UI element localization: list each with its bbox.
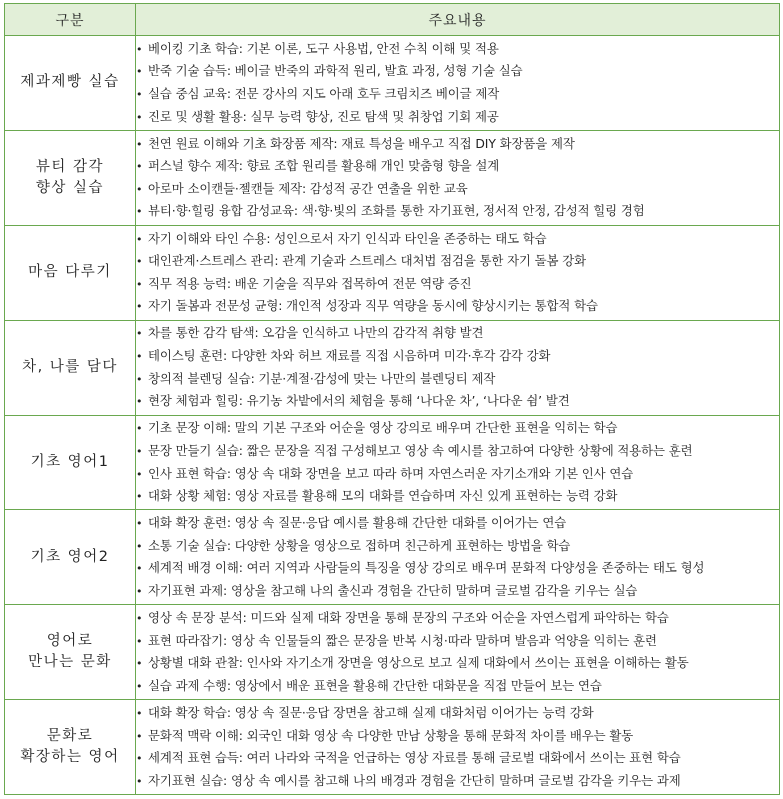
bullet-icon: • [136,395,143,409]
bullet-icon: • [136,65,143,79]
list-item-text: 반죽 기술 습득: 베이글 반죽의 과학적 원리, 발효 과정, 성형 기술 실습 [148,63,523,79]
list-item-text: 문장 만들기 실습: 짧은 문장을 직접 구성해보고 영상 속 예시를 참고하여 다양한 상황에 적용하는 훈련 [148,442,693,458]
list-item [136,770,779,793]
category-cell: 차, 나를 담다 [5,320,136,415]
table-row [5,320,780,415]
list-item [136,273,779,296]
list-item-text: 영상 속 문장 분석: 미드와 실제 대화 장면을 통해 문장의 구조와 어순을 자연스럽게 파악하는 학습 [148,610,669,626]
bullet-icon: • [136,110,143,124]
list-item-text: 기초 문장 이해: 말의 기본 구조와 어순을 영상 강의로 배우며 간단한 표현을 익히는 학습 [148,420,618,436]
list-item-text: 소통 기술 실습: 다양한 상황을 영상으로 접하며 친근하게 표현하는 방법을 학습 [148,537,571,553]
list-item-text: 퍼스널 향수 제작: 향료 조합 원리를 활용해 개인 맞춤형 향을 설계 [148,158,500,174]
list-item [136,200,779,223]
list-item [136,133,779,156]
bullet-icon: • [136,87,143,101]
table-row [5,510,780,605]
list-item-text: 창의적 블렌딩 실습: 기분·계절·감성에 맞는 나만의 블렌딩티 제작 [148,370,496,386]
list-item [136,725,779,748]
list-item [136,155,779,178]
category-cell: 뷰티 감각 향상 실습 [5,130,136,225]
category-cell: 기초 영어1 [5,415,136,510]
bullet-icon: • [136,562,143,576]
list-item [136,345,779,368]
category-cell: 기초 영어2 [5,510,136,605]
list-item-text: 대인관계·스트레스 관리: 관계 기술과 스트레스 대처법 점검을 통한 자기 돌봄 강화 [148,253,586,269]
bullet-icon: • [136,277,143,291]
content-cell [136,36,780,131]
bullet-icon: • [136,327,143,341]
list-item-text: 인사 표현 학습: 영상 속 대화 장면을 보고 따라 하며 자연스러운 자기소개와 기본 인사 연습 [148,465,634,481]
bullet-icon: • [136,612,143,626]
curriculum-table [4,3,780,795]
bullet-icon: • [136,300,143,314]
bullet-icon: • [136,350,143,364]
list-item [136,675,779,698]
bullet-icon: • [136,634,143,648]
category-cell: 마음 다루기 [5,225,136,320]
bullet-icon: • [136,490,143,504]
list-item-text: 자기표현 과제: 영상을 참고해 나의 출신과 경험을 간단히 말하며 글로벌 감각을 키우는 실습 [148,582,638,598]
list-item-text: 대화 확장 훈련: 영상 속 질문·응답 예시를 활용해 간단한 대화를 이어가는 연습 [148,515,567,531]
content-cell [136,415,780,510]
list-item-text: 현장 체험과 힐링: 유기농 차밭에서의 체험을 통해 ‘나다운 차’, ‘나다운 쉼’ 발견 [148,393,570,409]
bullet-icon: • [136,539,143,553]
content-cell [136,700,780,795]
category-cell: 제과제빵 실습 [5,36,136,131]
table-row [5,130,780,225]
list-item-text: 세계적 표현 습득: 여러 나라와 국적을 언급하는 영상 자료를 통해 글로벌 대화에서 쓰이는 표현 학습 [148,750,681,766]
bullet-icon: • [136,774,143,788]
list-item [136,368,779,391]
list-item [136,322,779,345]
content-cell [136,225,780,320]
category-cell: 영어로 만나는 문화 [5,605,136,700]
list-item-text: 세계적 배경 이해: 여러 지역과 사람들의 특징을 영상 강의로 배우며 문화적 다양성을 존중하는 태도 형성 [148,560,705,576]
bullet-icon: • [136,467,143,481]
list-item [136,440,779,463]
bullet-icon: • [136,584,143,598]
list-item [136,485,779,508]
bullet-icon: • [136,137,143,151]
content-list [136,228,779,318]
list-item-text: 아로마 소이캔들·젤캔들 제작: 감성적 공간 연출을 위한 교육 [148,180,468,196]
list-item [136,295,779,318]
list-item [136,250,779,273]
header-content: 주요내용 [136,4,780,36]
bullet-icon: • [136,752,143,766]
table-row [5,700,780,795]
list-item [136,652,779,675]
list-item [136,106,779,129]
content-list [136,702,779,792]
content-list [136,322,779,412]
bullet-icon: • [136,706,143,720]
list-item-text: 테이스팅 훈련: 다양한 차와 허브 재료를 직접 시음하며 미각·후각 감각 강화 [148,348,551,364]
list-item-text: 진로 및 생활 활용: 실무 능력 향상, 진로 탐색 및 취창업 기회 제공 [148,108,499,124]
list-item-text: 실습 과제 수행: 영상에서 배운 표현을 활용해 간단한 대화문을 직접 만들어 보는 연습 [148,677,602,693]
list-item [136,607,779,630]
content-list [136,512,779,602]
header-category: 구분 [5,4,136,36]
bullet-icon: • [136,729,143,743]
bullet-icon: • [136,255,143,269]
list-item [136,228,779,251]
table-row [5,36,780,131]
bullet-icon: • [136,372,143,386]
list-item [136,512,779,535]
bullet-icon: • [136,42,143,56]
list-item [136,178,779,201]
list-item-text: 대화 확장 학습: 영상 속 질문·응답 장면을 참고해 실제 대화처럼 이어가는 능력 강화 [148,704,594,720]
list-item [136,38,779,61]
content-list [136,417,779,507]
list-item [136,417,779,440]
list-item-text: 뷰티·향·힐링 융합 감성교육: 색·향·빛의 조화를 통한 자기표현, 정서적 안정, 감성적 힐링 경험 [148,203,645,219]
list-item [136,60,779,83]
list-item-text: 실습 중심 교육: 전문 강사의 지도 아래 호두 크림치즈 베이글 제작 [148,85,500,101]
list-item-text: 표현 따라잡기: 영상 속 인물들의 짧은 문장을 반복 시청·따라 말하며 발음과 억양을 익히는 훈련 [148,632,657,648]
bullet-icon: • [136,679,143,693]
list-item [136,390,779,413]
bullet-icon: • [136,422,143,436]
table-row [5,225,780,320]
list-item [136,580,779,603]
list-item [136,83,779,106]
content-cell [136,320,780,415]
list-item-text: 문화적 맥락 이해: 외국인 대화 영상 속 다양한 만남 상황을 통해 문화적 차이를 배우는 활동 [148,727,634,743]
list-item [136,557,779,580]
content-cell [136,605,780,700]
list-item [136,702,779,725]
category-cell: 문화로 확장하는 영어 [5,700,136,795]
list-item-text: 직무 적용 능력: 배운 기술을 직무와 접목하여 전문 역량 증진 [148,275,472,291]
list-item [136,535,779,558]
content-list [136,38,779,128]
bullet-icon: • [136,444,143,458]
content-cell [136,130,780,225]
bullet-icon: • [136,232,143,246]
table-row [5,605,780,700]
content-list [136,607,779,697]
table-row [5,415,780,510]
list-item-text: 자기 돌봄과 전문성 균형: 개인적 성장과 직무 역량을 동시에 향상시키는 통합적 학습 [148,298,598,314]
list-item-text: 자기표현 실습: 영상 속 예시를 참고해 나의 배경과 경험을 간단히 말하며 글로벌 감각을 키우는 과제 [148,772,681,788]
list-item [136,747,779,770]
bullet-icon: • [136,205,143,219]
list-item-text: 베이킹 기초 학습: 기본 이론, 도구 사용법, 안전 수칙 이해 및 적용 [148,40,499,56]
bullet-icon: • [136,160,143,174]
bullet-icon: • [136,182,143,196]
list-item-text: 차를 통한 감각 탐색: 오감을 인식하고 나만의 감각적 취향 발견 [148,325,484,341]
list-item-text: 대화 상황 체험: 영상 자료를 활용해 모의 대화를 연습하며 자신 있게 표현하는 능력 강화 [148,488,618,504]
list-item [136,630,779,653]
bullet-icon: • [136,517,143,531]
header-row [5,4,780,36]
content-list [136,133,779,223]
content-cell [136,510,780,605]
bullet-icon: • [136,657,143,671]
list-item [136,463,779,486]
list-item-text: 자기 이해와 타인 수용: 성인으로서 자기 인식과 타인을 존중하는 태도 학습 [148,230,547,246]
list-item-text: 상황별 대화 관찰: 인사와 자기소개 장면을 영상으로 보고 실제 대화에서 쓰이는 표현을 이해하는 활동 [148,655,689,671]
list-item-text: 천연 원료 이해와 기초 화장품 제작: 재료 특성을 배우고 직접 DIY 화장품을 제작 [148,135,575,151]
